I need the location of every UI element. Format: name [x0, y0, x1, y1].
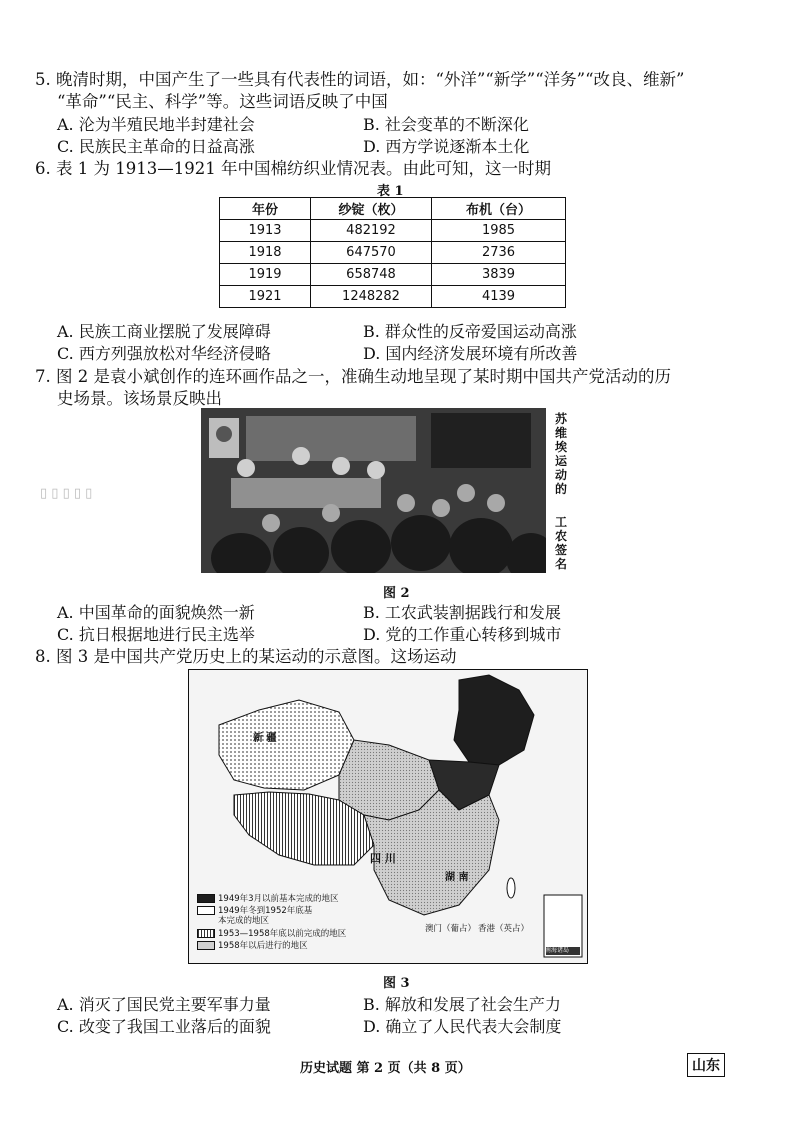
q6-option-a: A. 民族工商业摆脱了发展障碍	[57, 322, 271, 341]
legend-item	[197, 894, 339, 904]
legend-item	[197, 941, 308, 951]
q8-option-b: B. 解放和发展了社会生产力	[363, 995, 561, 1014]
table-row	[220, 220, 566, 242]
cell-year: 1918	[220, 242, 311, 264]
q7-option-b: B. 工农武装割据践行和发展	[363, 603, 561, 622]
q5-stem-line1: 5. 晚清时期，中国产生了一些具有代表性的词语，如：“外洋”“新学”“洋务”“改良、维新”	[35, 70, 685, 89]
cell-looms: 3839	[432, 264, 566, 286]
figure-3-caption: 图 3	[383, 976, 410, 991]
cell-year: 1919	[220, 264, 311, 286]
map-label-macau: 澳门（葡占）	[425, 924, 477, 934]
q6-stem-line1: 6. 表 1 为 1913—1921 年中国棉纺织业情况表。由此可知，这一时期	[35, 159, 551, 178]
q6-option-b: B. 群众性的反帝爱国运动高涨	[363, 322, 577, 341]
map-label-hongkong: 香港（英占）	[478, 924, 530, 934]
table-header-row	[220, 198, 566, 220]
map-label-inset: 南海诸岛	[545, 947, 570, 954]
q6-option-d: D. 国内经济发展环境有所改善	[363, 344, 578, 363]
table-row	[220, 264, 566, 286]
legend-swatch-grey	[197, 941, 215, 950]
cotton-textile-table	[219, 197, 566, 308]
q8-option-c: C. 改变了我国工业落后的面貌	[57, 1017, 271, 1036]
map-label-hunan: 湖 南	[445, 872, 469, 883]
q7-option-d: D. 党的工作重心转移到城市	[363, 625, 562, 644]
q5-stem-line2: “革命”“民主、科学”等。这些词语反映了中国	[57, 92, 388, 111]
table-row	[220, 286, 566, 308]
page-footer: 历史试题 第 2 页（共 8 页）	[300, 1061, 471, 1076]
q8-option-d: D. 确立了人民代表大会制度	[363, 1017, 562, 1036]
cell-spindles: 658748	[311, 264, 432, 286]
q8-option-a: A. 消灭了国民党主要军事力量	[57, 995, 271, 1014]
header-spindles: 纱锭（枚）	[311, 198, 432, 220]
q8-stem-line1: 8. 图 3 是中国共产党历史上的某运动的示意图。这场运动	[35, 647, 457, 666]
legend-swatch-white	[197, 906, 215, 915]
table-row	[220, 242, 566, 264]
cell-year: 1913	[220, 220, 311, 242]
cell-year: 1921	[220, 286, 311, 308]
cell-spindles: 647570	[311, 242, 432, 264]
figure-2-caption: 图 2	[383, 586, 410, 601]
q5-option-d: D. 西方学说逐渐本土化	[363, 137, 530, 156]
header-year: 年份	[220, 198, 311, 220]
bleed-through-mark: ▯ ▯ ▯ ▯ ▯	[40, 486, 93, 501]
legend-label: 1949年3月以前基本完成的地区	[218, 894, 339, 904]
q7-option-a: A. 中国革命的面貌焕然一新	[57, 603, 255, 622]
side-label-soviet-movement: 苏维埃运动的	[554, 412, 567, 496]
q6-option-c: C. 西方列强放松对华经济侵略	[57, 344, 271, 363]
side-label-worker-peasant: 工农签名	[554, 515, 567, 571]
q5-option-b: B. 社会变革的不断深化	[363, 115, 529, 134]
cell-looms: 4139	[432, 286, 566, 308]
legend-label: 1953—1958年底以前完成的地区	[218, 929, 347, 939]
legend-swatch-black	[197, 894, 215, 903]
meeting-scene-drawing	[201, 408, 546, 573]
table-caption: 表 1	[377, 184, 404, 199]
legend-label: 1949年冬到1952年底基本完成的地区	[218, 906, 313, 926]
q5-option-a: A. 沦为半殖民地半封建社会	[57, 115, 255, 134]
q7-stem-line1: 7. 图 2 是袁小斌创作的连环画作品之一，准确生动地呈现了某时期中国共产党活动的历	[35, 367, 671, 386]
legend-swatch-striped	[197, 929, 215, 938]
header-looms: 布机（台）	[432, 198, 566, 220]
cell-looms: 2736	[432, 242, 566, 264]
cell-looms: 1985	[432, 220, 566, 242]
map-label-xinjiang: 新 疆	[253, 733, 277, 744]
q7-stem-line2: 史场景。该场景反映出	[57, 389, 222, 408]
legend-item	[197, 906, 318, 926]
province-tag: 山东	[687, 1053, 725, 1077]
q7-option-c: C. 抗日根据地进行民主选举	[57, 625, 255, 644]
q5-option-c: C. 民族民主革命的日益高涨	[57, 137, 255, 156]
cell-spindles: 1248282	[311, 286, 432, 308]
legend-item	[197, 929, 346, 939]
legend-label: 1958年以后进行的地区	[218, 941, 308, 951]
cell-spindles: 482192	[311, 220, 432, 242]
map-label-sichuan: 四 川	[370, 852, 396, 865]
comic-illustration	[201, 408, 546, 573]
